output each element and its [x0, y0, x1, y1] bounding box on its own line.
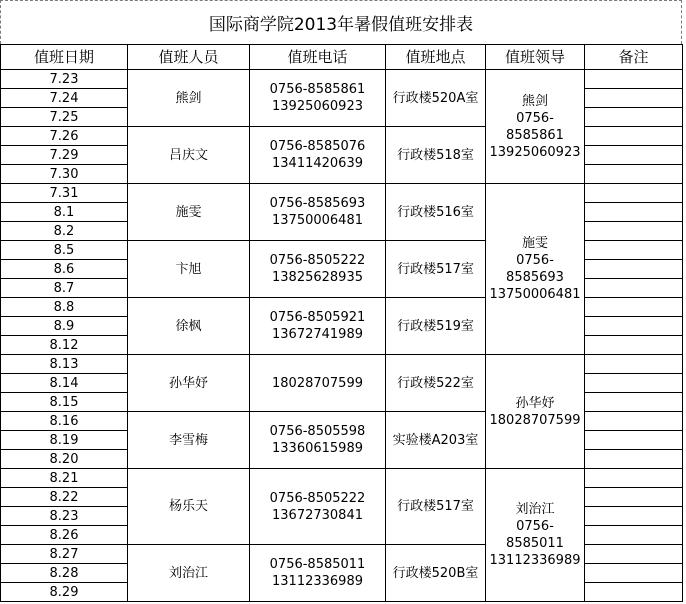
duty-leader: [486, 184, 585, 355]
sheet-title: 国际商学院2013年暑假值班安排表: [0, 0, 682, 44]
duty-phone: [250, 545, 386, 602]
notes-cell[interactable]: [585, 203, 683, 222]
office-phone: 0756-8505598: [269, 424, 366, 439]
table-row: [1, 184, 683, 203]
leader-phone-b: 8585861: [506, 127, 564, 143]
header-notes: 备注: [585, 45, 683, 70]
duty-leader: [486, 469, 585, 602]
header-row: [1, 45, 683, 70]
notes-cell[interactable]: [585, 108, 683, 127]
duty-location: 行政楼517室: [386, 241, 486, 298]
duty-person: 杨乐天: [128, 469, 250, 545]
notes-cell[interactable]: [585, 507, 683, 526]
duty-location: 行政楼520A室: [386, 70, 486, 127]
notes-cell[interactable]: [585, 70, 683, 89]
duty-location: 行政楼517室: [386, 469, 486, 545]
duty-date: 8.7: [1, 279, 128, 298]
duty-phone: [250, 184, 386, 241]
mobile-phone: 13672741989: [272, 327, 363, 342]
duty-person: 吕庆文: [128, 127, 250, 184]
duty-location: 行政楼519室: [386, 298, 486, 355]
header-leader: 值班领导: [486, 45, 585, 70]
notes-cell[interactable]: [585, 583, 683, 602]
notes-cell[interactable]: [585, 298, 683, 317]
duty-date: 7.29: [1, 146, 128, 165]
leader-mobile: 13112336989: [489, 553, 581, 568]
duty-date: 8.5: [1, 241, 128, 260]
header-date: 值班日期: [1, 45, 128, 70]
duty-date: 8.9: [1, 317, 128, 336]
table-row: [1, 469, 683, 488]
duty-date: 8.20: [1, 450, 128, 469]
duty-date: 8.16: [1, 412, 128, 431]
notes-cell[interactable]: [585, 89, 683, 108]
duty-table: [0, 44, 683, 602]
notes-cell[interactable]: [585, 393, 683, 412]
leader-phone-b: 8585693: [506, 270, 564, 285]
duty-date: 8.12: [1, 336, 128, 355]
duty-date: 8.1: [1, 203, 128, 222]
office-phone: 0756-8585693: [269, 196, 366, 211]
duty-date: 7.24: [1, 89, 128, 108]
duty-date: 8.6: [1, 260, 128, 279]
mobile-phone: 18028707599: [272, 375, 363, 391]
notes-cell[interactable]: [585, 545, 683, 564]
duty-leader: [486, 355, 585, 469]
duty-phone: [250, 127, 386, 184]
office-phone: 0756-8585861: [269, 82, 366, 97]
office-phone: 0756-8505921: [269, 310, 366, 325]
notes-cell[interactable]: [585, 450, 683, 469]
header-person: 值班人员: [128, 45, 250, 70]
duty-date: 7.26: [1, 127, 128, 146]
table-body: [1, 70, 683, 602]
header-location: 值班地点: [386, 45, 486, 70]
duty-person: 熊剑: [128, 70, 250, 127]
notes-cell[interactable]: [585, 374, 683, 393]
duty-date: 8.21: [1, 469, 128, 488]
duty-date: 8.19: [1, 431, 128, 450]
notes-cell[interactable]: [585, 279, 683, 298]
notes-cell[interactable]: [585, 165, 683, 184]
table-row: [1, 355, 683, 374]
duty-date: 8.14: [1, 374, 128, 393]
mobile-phone: 13672730841: [272, 507, 363, 523]
leader-name: 熊剑: [521, 93, 548, 109]
duty-leader: [486, 70, 585, 184]
duty-person: 刘治江: [128, 545, 250, 602]
office-phone: 0756-8585076: [269, 139, 366, 154]
duty-location: 行政楼516室: [386, 184, 486, 241]
mobile-phone: 13112336989: [272, 574, 363, 589]
duty-date: 7.31: [1, 184, 128, 203]
duty-person: 李雪梅: [128, 412, 250, 469]
duty-date: 8.28: [1, 564, 128, 583]
notes-cell[interactable]: [585, 241, 683, 260]
duty-date: 8.29: [1, 583, 128, 602]
mobile-phone: 13360615989: [272, 441, 363, 456]
duty-person: 孙华妤: [128, 355, 250, 412]
duty-date: 7.25: [1, 108, 128, 127]
mobile-phone: 13825628935: [272, 270, 363, 285]
duty-person: 徐枫: [128, 298, 250, 355]
office-phone: 0756-8505222: [269, 490, 366, 506]
notes-cell[interactable]: [585, 355, 683, 374]
mobile-phone: 13750006481: [272, 213, 363, 228]
notes-cell[interactable]: [585, 526, 683, 545]
office-phone: 0756-8585011: [269, 557, 366, 572]
duty-date: 8.8: [1, 298, 128, 317]
table-row: [1, 70, 683, 89]
notes-cell[interactable]: [585, 488, 683, 507]
duty-date: 7.30: [1, 165, 128, 184]
duty-date: 8.13: [1, 355, 128, 374]
notes-cell[interactable]: [585, 564, 683, 583]
duty-date: 8.27: [1, 545, 128, 564]
duty-location: 行政楼522室: [386, 355, 486, 412]
duty-person: 卞旭: [128, 241, 250, 298]
leader-phone-b: 8585011: [506, 536, 564, 551]
duty-date: 8.22: [1, 488, 128, 507]
duty-location: 行政楼520B室: [386, 545, 486, 602]
leader-name: 孙华妤: [515, 395, 555, 411]
leader-phone-a: 0756-: [516, 519, 554, 534]
duty-date: 7.23: [1, 70, 128, 89]
duty-phone: [250, 241, 386, 298]
duty-phone: [250, 298, 386, 355]
leader-phone-a: 0756-: [516, 110, 554, 126]
duty-date: 8.26: [1, 526, 128, 545]
mobile-phone: 13925060923: [272, 99, 363, 114]
duty-phone: [250, 355, 386, 412]
duty-phone: [250, 469, 386, 545]
notes-cell[interactable]: [585, 469, 683, 488]
mobile-phone: 13411420639: [272, 156, 363, 171]
notes-cell[interactable]: [585, 317, 683, 336]
duty-location: 行政楼518室: [386, 127, 486, 184]
office-phone: 0756-8505222: [269, 253, 366, 268]
leader-name: 施雯: [521, 236, 548, 251]
notes-cell[interactable]: [585, 412, 683, 431]
duty-date: 8.15: [1, 393, 128, 412]
duty-location: 实验楼A203室: [386, 412, 486, 469]
notes-cell[interactable]: [585, 222, 683, 241]
notes-cell[interactable]: [585, 127, 683, 146]
notes-cell[interactable]: [585, 146, 683, 165]
header-phone: 值班电话: [250, 45, 386, 70]
duty-date: 8.23: [1, 507, 128, 526]
duty-phone: [250, 70, 386, 127]
leader-mobile: 13750006481: [489, 287, 581, 302]
leader-phone-a: 0756-: [516, 253, 554, 268]
duty-date: 8.2: [1, 222, 128, 241]
leader-mobile: 18028707599: [489, 412, 581, 428]
notes-cell[interactable]: [585, 260, 683, 279]
notes-cell[interactable]: [585, 431, 683, 450]
notes-cell[interactable]: [585, 336, 683, 355]
leader-mobile: 13925060923: [489, 144, 581, 160]
duty-phone: [250, 412, 386, 469]
notes-cell[interactable]: [585, 184, 683, 203]
duty-person: 施雯: [128, 184, 250, 241]
leader-name: 刘治江: [515, 502, 555, 517]
